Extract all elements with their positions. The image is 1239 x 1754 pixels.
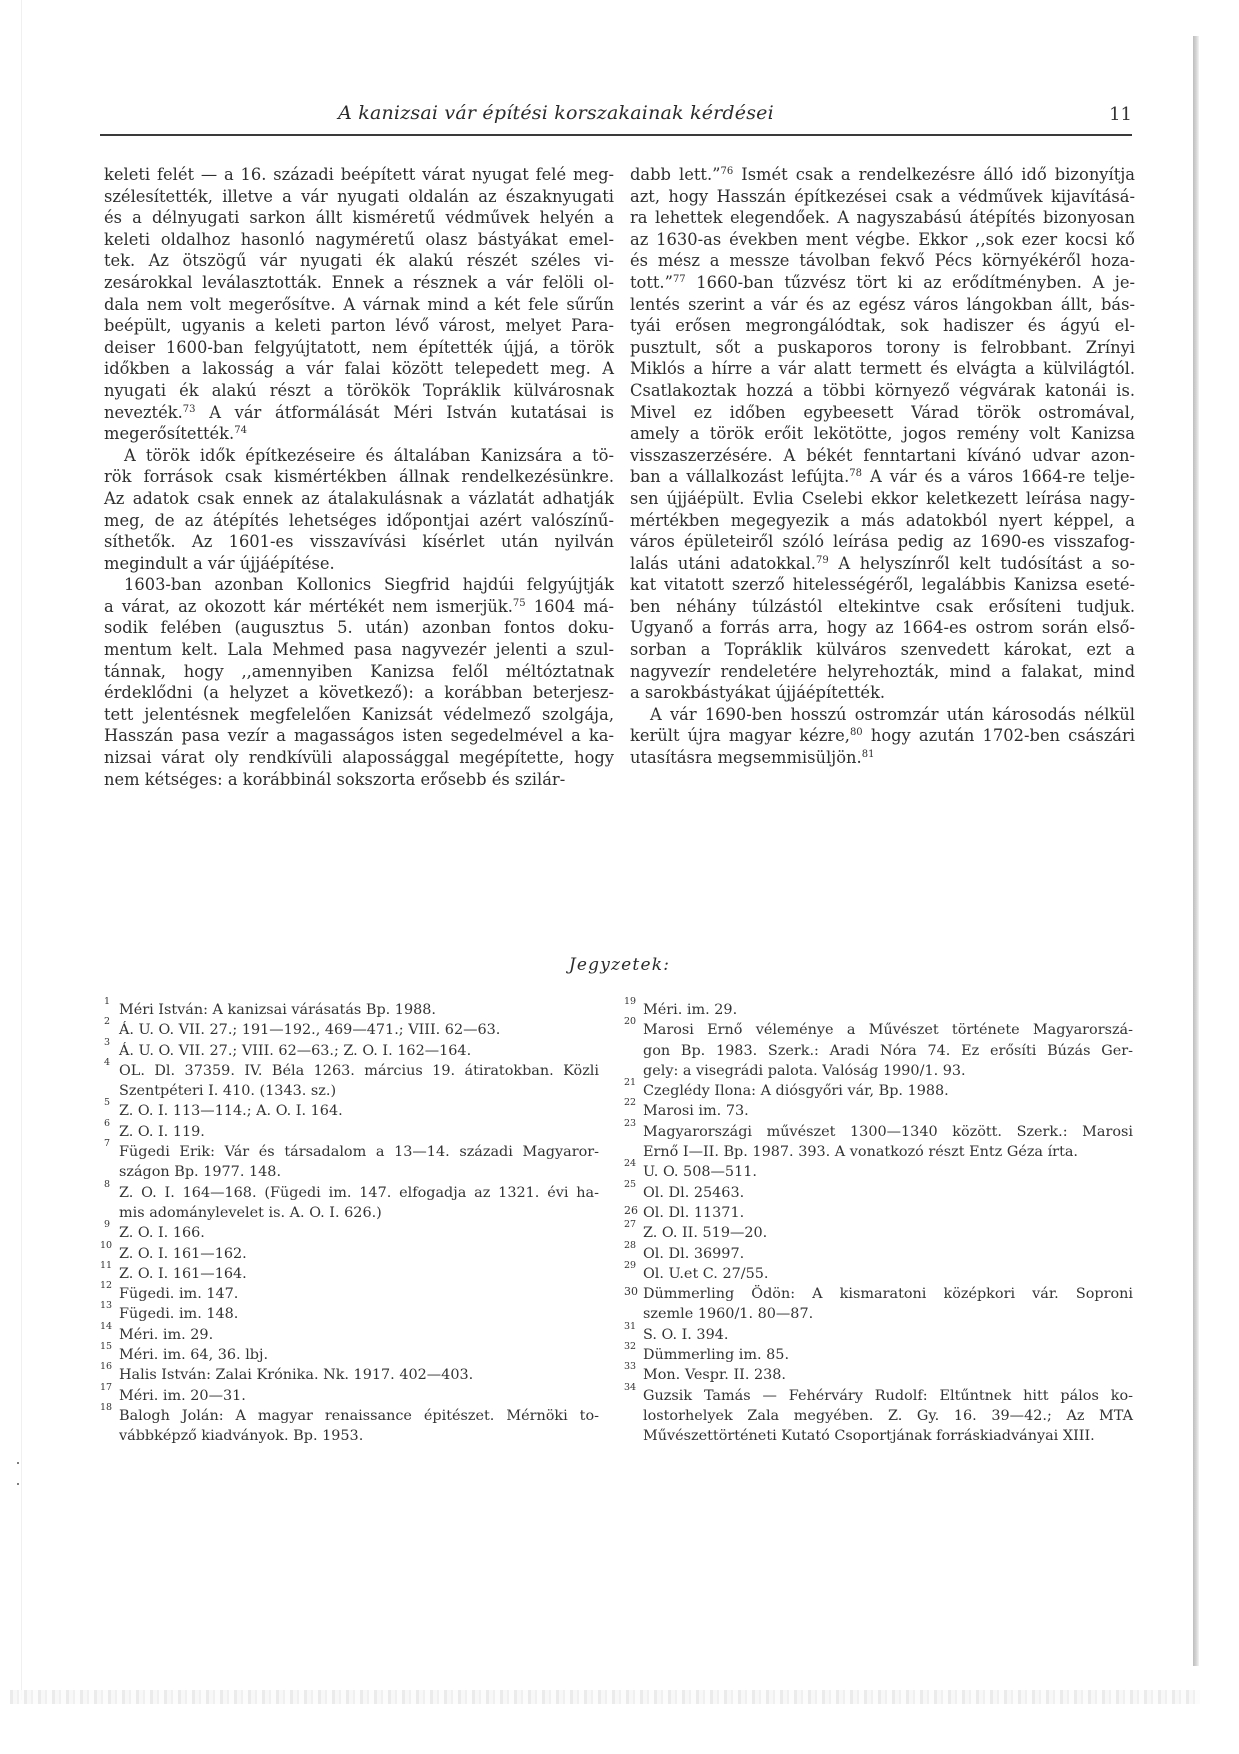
footnote-line: Ernő I—II. Bp. 1987. 393. A vonatkozó részt Entz Géza írta. — [643, 1144, 1079, 1161]
text-line: rök források csak kismértékben állnak rendelkezésünkre. — [104, 467, 614, 487]
paragraph — [630, 164, 1135, 704]
footnote-text — [643, 1325, 1133, 1345]
footnote-number: 13 — [100, 1300, 113, 1312]
text-line: tánnak, hogy ,,amennyiben Kanizsa felől méltóztatnak — [104, 661, 614, 681]
footnote — [100, 1280, 599, 1304]
footnote — [624, 1341, 1133, 1365]
text-line: 1603-ban azonban Kollonics Siegfrid hajdúi felgyújtják — [124, 575, 614, 595]
footnote-number: 16 — [100, 1361, 113, 1373]
footnote — [104, 1138, 599, 1183]
footnote-text — [119, 1365, 599, 1385]
footnote-number: 8 — [104, 1178, 111, 1190]
footnote-line: Ol. Dl. 11371. — [643, 1204, 745, 1221]
footnote — [624, 1203, 1133, 1223]
text-line: pusztult, sőt a puskaporos torony is felrobbant. Zrínyi — [630, 337, 1135, 357]
footnote-text — [119, 1142, 599, 1183]
footnote-text — [643, 1081, 1133, 1101]
text-line: Az adatok csak ennek az átalakulásnak a vázlatát adhatják — [104, 488, 614, 508]
text-line: mértékben megegyezik a más adatokból nyert képpel, a — [630, 510, 1135, 530]
text-line: beépült, ugyanis a keleti parton lévő várost, melyet Para- — [104, 316, 614, 336]
footnote-line: szemle 1960/1. 80—87. — [643, 1306, 814, 1323]
text-line: időkben a lakosság a vár falai között telepedett meg. A — [104, 359, 614, 379]
text-line: ben néhány túlzástól eltekintve csak erősíteni tudjuk. — [630, 596, 1135, 616]
footnote-ref: 75 — [512, 597, 526, 609]
footnote-line: Halis István: Zalai Krónika. Nk. 1917. 402—403. — [119, 1367, 474, 1384]
footnote-text — [643, 1101, 1133, 1121]
footnote-number: 4 — [104, 1056, 111, 1068]
text-line: Mivel ez időben egybeesett Várad török ostromával, — [630, 402, 1135, 422]
text-line: amely a török erőit lekötötte, jogos remény volt Kanizsa — [630, 424, 1135, 444]
footnote — [104, 1219, 599, 1243]
footnote-text — [119, 1264, 599, 1284]
text-line: tyái erősen megrongálódtak, sok hadiszer és ágyú el- — [630, 316, 1135, 336]
footnote-line: Ol. U.et C. 27/55. — [643, 1265, 769, 1282]
footnote-text — [643, 1223, 1133, 1243]
body-column-left — [104, 164, 614, 790]
footnote — [104, 1178, 599, 1224]
footnote-number: 3 — [104, 1036, 111, 1048]
footnote-line: lostorhelyek Zala megyében. Z. Gy. 16. 39—42.; Az MTA — [643, 1407, 1133, 1424]
text-line: ra lehettek elegendőek. A nagyszabású átépítés bizonyosan — [630, 208, 1135, 228]
text-line: szélesítették, illetve a vár nyugati oldalán az északnyugati — [104, 186, 614, 206]
footnote — [624, 1097, 1133, 1121]
footnote-line: Á. U. O. VII. 27.; 191—192., 469—471.; VIII. 62—63. — [119, 1022, 501, 1039]
footnote-number: 18 — [100, 1401, 113, 1413]
footnote-text — [119, 1061, 599, 1102]
text-line: deiser 1600-ban felgyújtatott, nem építették újjá, a török — [104, 337, 614, 357]
text-line: és a délnyugati sarkon állt kisméretű védművek helyén a — [104, 208, 614, 228]
footnote — [104, 1016, 599, 1040]
footnote-number: 20 — [624, 1016, 637, 1028]
text-line: került újra magyar kézre,$^{80}$ hogy azután 1702-ben császári — [630, 726, 1135, 746]
footnote-line: Dümmerling Ödön: A kismaratoni középkori vár. Soproni — [643, 1286, 1133, 1303]
footnote-number: 28 — [624, 1239, 637, 1251]
text-line: sorban a Topráklik külváros szenvedett károkat, ezt a — [630, 640, 1135, 660]
text-line: az 1630-as években ment végbe. Ekkor ,,sok ezer kocsi kő — [630, 229, 1135, 249]
notes-heading: Jegyzetek: — [568, 955, 671, 975]
page-number: 11 — [1109, 104, 1132, 125]
footnote-line: Méri István: A kanizsai várásatás Bp. 1988. — [119, 1002, 437, 1018]
footnote — [100, 1401, 599, 1447]
footnote-ref: 80 — [849, 727, 863, 739]
footnote-number: 30 — [624, 1285, 638, 1299]
footnote-number: 5 — [104, 1097, 111, 1109]
footnote — [624, 1284, 1133, 1325]
footnote-number: 19 — [624, 996, 637, 1007]
footnote-number: 21 — [624, 1077, 637, 1089]
text-line: nevezték.$^{73}$ A vár átformálását Méri István kutatásai is — [104, 402, 614, 422]
footnote-number: 24 — [624, 1158, 637, 1170]
footnote-text — [643, 1203, 1133, 1223]
footnote — [624, 1259, 1133, 1284]
text-line: a várat, az okozott kár mértékét nem ismerjük.$^{75}$ 1604 má- — [104, 596, 614, 616]
footnote-line: Guzsik Tamás — Fehérváry Rudolf: Eltűntnek hitt pálos ko- — [643, 1387, 1133, 1404]
footnote-line: Marosi Ernő véleménye a Művészet története Magyarorszá- — [643, 1022, 1133, 1039]
text-line: visszaszerzésére. A békét fenntartani kívánó udvar azon- — [630, 445, 1135, 465]
scan-page-edge-shadow — [1193, 36, 1199, 1666]
footnote-number: 11 — [100, 1259, 113, 1271]
footnote-line: Magyarországi művészet 1300—1340 között. Szerk.: Marosi — [643, 1123, 1133, 1140]
footnote — [624, 1117, 1133, 1163]
footnote-line: Z. O. II. 519—20. — [643, 1225, 768, 1242]
footnote-number: 26 — [624, 1203, 638, 1217]
footnote-number: 12 — [100, 1280, 113, 1292]
footnote — [624, 1178, 1133, 1203]
text-line: keleti felét — a 16. századi beépített várat nyugat felé meg- — [104, 165, 614, 184]
footnote-line: Z. O. I. 164—168. (Fügedi im. 147. elfogadja az 1321. évi ha- — [119, 1184, 599, 1201]
footnote-line: Fügedi. im. 147. — [119, 1286, 239, 1303]
footnote-line: Méri. im. 64, 36. lbj. — [119, 1347, 269, 1364]
footnote-ref: 78 — [849, 468, 863, 480]
footnote-text — [643, 1365, 1133, 1385]
footnote-line: gon Bp. 1983. Szerk.: Aradi Nóra 74. Ez erősíti Búzás Ger- — [643, 1042, 1133, 1059]
text-line: város épületeiről szóló leírása pedig az 1690-es visszafog- — [630, 532, 1135, 552]
footnote-number: 14 — [100, 1320, 113, 1332]
footnote-line: Balogh Jolán: A magyar renaissance épitészet. Mérnöki to- — [119, 1407, 599, 1424]
footnote-line: vábbképző kiadványok. Bp. 1953. — [119, 1428, 364, 1445]
footnote-text — [119, 1406, 599, 1447]
text-line: érdeklődni (a helyzet a következő): a korábban beterjesz- — [104, 683, 614, 703]
footnote-line: mis adománylevelet is. A. O. I. 626.) — [119, 1204, 382, 1221]
notes-column-right — [624, 996, 1133, 1447]
footnote-number: 23 — [624, 1117, 637, 1129]
footnote-line: Á. U. O. VII. 27.; VIII. 62—63.; Z. O. I. 162—164. — [119, 1042, 472, 1059]
footnote-number: 6 — [104, 1117, 111, 1129]
paragraph — [104, 574, 614, 790]
footnote-line: OL. Dl. 37359. IV. Béla 1263. március 19. átiratokban. Közli — [119, 1062, 599, 1079]
footnote-number: 31 — [624, 1320, 637, 1332]
footnote-line: Marosi im. 73. — [643, 1103, 749, 1120]
footnote — [104, 1097, 599, 1121]
footnote-number: 34 — [624, 1381, 637, 1393]
text-line: tek. Az ötszögű vár nyugati ék alakú részét széles vi- — [104, 251, 614, 271]
text-line: keleti oldalhoz hasonló nagyméretű olasz bástyákat emel- — [104, 229, 614, 249]
footnote-line: gely: a visegrádi palota. Valóság 1990/1. 93. — [643, 1062, 966, 1079]
footnote-text — [119, 1386, 599, 1406]
text-line: tott.”$^{77}$ 1660-ban tűzvész tört ki az erődítményben. A je- — [630, 272, 1135, 292]
footnote-text — [643, 1020, 1133, 1081]
text-line: ban a vállalkozást lefújta.$^{78}$ A vár és a város 1664-re telje- — [630, 467, 1136, 487]
footnote-line: U. O. 508—511. — [643, 1164, 757, 1181]
text-line: Hasszán pasa vezír a magasságos isten segedelmével a ka- — [104, 726, 614, 746]
footnote-line: Dümmerling im. 85. — [643, 1347, 790, 1364]
text-line: megindult a vár újjáépítése. — [104, 553, 335, 573]
margin-mark — [17, 1483, 19, 1485]
footnote — [624, 1320, 1133, 1345]
footnote — [104, 1056, 599, 1102]
footnote-number: 7 — [104, 1138, 111, 1150]
text-line: Miklós a hírre a vár alatt termett és elvágta a külvilágtól. — [630, 359, 1135, 379]
footnote-line: Z. O. I. 161—164. — [119, 1265, 247, 1282]
text-line: dabb lett.”$^{76}$ Ismét csak a rendelkezésre álló idő bizonyítja — [630, 165, 1136, 184]
text-line: mentum kelt. Lala Mehmed pasa nagyvezér jelenti a szul- — [104, 640, 614, 660]
footnote-text — [643, 1264, 1133, 1284]
text-line: Csatlakoztak hozzá a többi környező végvárak katonái is. — [630, 380, 1135, 400]
text-line: sodik felében (augusztus 5. után) azonban fontos doku- — [104, 618, 614, 638]
text-line: nagyvezír rendeletére helyrehozták, mind a falakat, mind — [630, 661, 1135, 681]
footnote — [100, 1320, 599, 1345]
paragraph — [630, 704, 1135, 769]
footnote-line: Z. O. I. 166. — [119, 1225, 205, 1242]
footnote-text — [643, 1244, 1133, 1264]
footnote — [100, 1239, 599, 1264]
footnote-text — [643, 1183, 1133, 1203]
footnote — [624, 1239, 1133, 1264]
footnote-line: S. O. I. 394. — [643, 1326, 729, 1343]
text-line: sen újjáépült. Evlia Cselebi ekkor keletkezett leírása nagy- — [630, 488, 1135, 508]
footnote-line: Ol. Dl. 36997. — [643, 1245, 745, 1262]
text-line: megerősítették.$^{74}$ — [104, 424, 247, 444]
text-line: nem kétséges: a korábbinál sokszorta erősebb és szilár- — [104, 769, 566, 789]
footnote — [100, 1300, 599, 1324]
footnote-line: Méri. im. 20—31. — [119, 1387, 246, 1404]
footnote-number: 1 — [104, 996, 111, 1007]
notes-column-left — [100, 996, 599, 1447]
text-line: lentés szerint a vár és az egész város lángokban állt, bás- — [630, 294, 1135, 314]
text-line: azt, hogy Hasszán építkezései csak a védművek kijavításá- — [630, 186, 1135, 206]
body-column-right — [630, 164, 1135, 769]
footnote — [100, 1361, 599, 1385]
text-line: meg, de az átépítés lehetséges időpontjai azért valószínű- — [104, 510, 614, 530]
paragraph — [104, 445, 614, 575]
footnote-text — [119, 1284, 599, 1304]
scan-bottom-edge — [10, 1690, 1200, 1704]
footnote-ref: 79 — [815, 554, 829, 566]
footnote-number: 17 — [100, 1381, 113, 1393]
footnote-number: 27 — [624, 1219, 637, 1231]
text-line: síthetők. Az 1601-es visszavívási kísérlet után nyilván — [104, 532, 614, 552]
footnote-ref: 74 — [234, 425, 247, 437]
footnote-line: Fügedi Erik: Vár és társadalom a 13—14. századi Magyaror- — [119, 1144, 599, 1161]
text-line: és mész a messze távolban fekvő Pécs környékéről hoza- — [630, 251, 1135, 271]
footnote-line: Méri. im. 29. — [643, 1002, 738, 1018]
footnote-number: 25 — [624, 1178, 637, 1190]
footnote-text — [119, 1223, 599, 1243]
footnote-line: Mon. Vespr. II. 238. — [643, 1367, 787, 1384]
text-line: A vár 1690-ben hosszú ostromzár után károsodás nélkül — [650, 704, 1135, 724]
footnote-text — [643, 1122, 1133, 1163]
margin-mark — [17, 1462, 19, 1464]
footnote — [624, 1016, 1133, 1081]
footnote-line: Szentpéteri I. 410. (1343. sz.) — [119, 1083, 337, 1100]
scan-left-edge — [21, 0, 22, 1700]
footnote-line: Z. O. I. 119. — [119, 1123, 205, 1140]
footnote-line: Fügedi. im. 148. — [119, 1306, 239, 1323]
text-line: nizsai várat oly rendkívüli alapossággal megépítette, hogy — [104, 748, 614, 768]
footnote-text — [119, 1000, 599, 1020]
footnote-text — [119, 1101, 599, 1121]
footnote-ref: 73 — [182, 403, 196, 415]
footnote-line: Z. O. I. 113—114.; A. O. I. 164. — [119, 1103, 343, 1120]
text-line: tett jelentésnek megfelelően Kanizsát védelmező szolgája, — [104, 704, 614, 724]
header-rule — [100, 134, 1132, 136]
footnote-text — [643, 1000, 1133, 1020]
footnote — [100, 1381, 599, 1406]
text-line: zesárokkal leválasztották. Ennek a résznek a vár felöli ol- — [104, 272, 614, 292]
footnote-number: 2 — [104, 1016, 111, 1028]
footnote — [624, 1381, 1133, 1447]
footnote — [100, 1341, 599, 1365]
footnote-text — [119, 1041, 599, 1061]
footnote-line: Z. O. I. 161—162. — [119, 1245, 247, 1262]
footnote-line: Ol. Dl. 25463. — [643, 1184, 745, 1201]
footnote-line: Méri. im. 29. — [119, 1326, 214, 1343]
running-title: A kanizsai vár építési korszakainak kérdései — [338, 102, 774, 124]
text-line: dala nem volt megerősítve. A várnak mind a két fele sűrűn — [104, 294, 614, 314]
footnote-text — [119, 1345, 599, 1365]
footnote-ref: 76 — [720, 166, 734, 177]
footnote-line: Művészettörténeti Kutató Csoportjának forráskiadványai XIII. — [643, 1428, 1095, 1445]
footnote-text — [119, 1122, 599, 1142]
footnote — [624, 996, 1133, 1020]
footnote — [100, 1259, 599, 1284]
footnote — [104, 996, 599, 1020]
text-line: nyugati ék alakú részt a törökök Topráklik külvárosnak — [104, 380, 614, 400]
footnote-number: 9 — [104, 1219, 111, 1231]
footnote — [624, 1158, 1133, 1182]
footnote-text — [643, 1162, 1133, 1182]
footnote — [624, 1077, 1133, 1101]
footnote-line: szágon Bp. 1977. 148. — [119, 1164, 282, 1181]
text-line: kat vitatott szerző hitelességéről, legalábbis Kanizsa eseté- — [630, 575, 1135, 595]
text-line: Ugyanő a forrás arra, hogy az 1664-es ostrom során első- — [630, 618, 1135, 638]
footnote — [104, 1036, 599, 1061]
text-line: a sarokbástyákat újjáépítették. — [630, 683, 886, 703]
text-line: lalás utáni adatokkal.$^{79}$ A helyszínről kelt tudósítást a so- — [630, 553, 1135, 573]
running-header — [100, 100, 1132, 130]
footnote-text — [119, 1244, 599, 1264]
footnote-number: 22 — [624, 1097, 637, 1109]
text-line: A török idők építkezéseire és általában Kanizsára a tö- — [124, 445, 614, 465]
footnote — [104, 1117, 599, 1142]
footnote-text — [643, 1345, 1133, 1365]
footnote — [624, 1361, 1133, 1385]
footnote-text — [643, 1284, 1133, 1325]
footnote-number: 15 — [100, 1341, 113, 1353]
footnote-text — [119, 1183, 599, 1224]
footnote-text — [119, 1304, 599, 1324]
text-line: utasításra megsemmisüljön.$^{81}$ — [630, 748, 875, 768]
footnote-number: 32 — [624, 1341, 637, 1353]
footnote-text — [119, 1020, 599, 1040]
footnote-text — [643, 1386, 1133, 1447]
footnote-line: Czeglédy Ilona: A diósgyőri vár, Bp. 1988. — [643, 1083, 949, 1100]
footnote-number: 33 — [624, 1361, 637, 1373]
footnote — [624, 1219, 1133, 1243]
footnote-ref: 81 — [861, 749, 875, 761]
footnote-text — [119, 1325, 599, 1345]
footnote-number: 29 — [624, 1259, 637, 1271]
footnote-number: 10 — [100, 1239, 113, 1251]
footnote-ref: 77 — [672, 273, 686, 285]
paragraph — [104, 164, 614, 445]
